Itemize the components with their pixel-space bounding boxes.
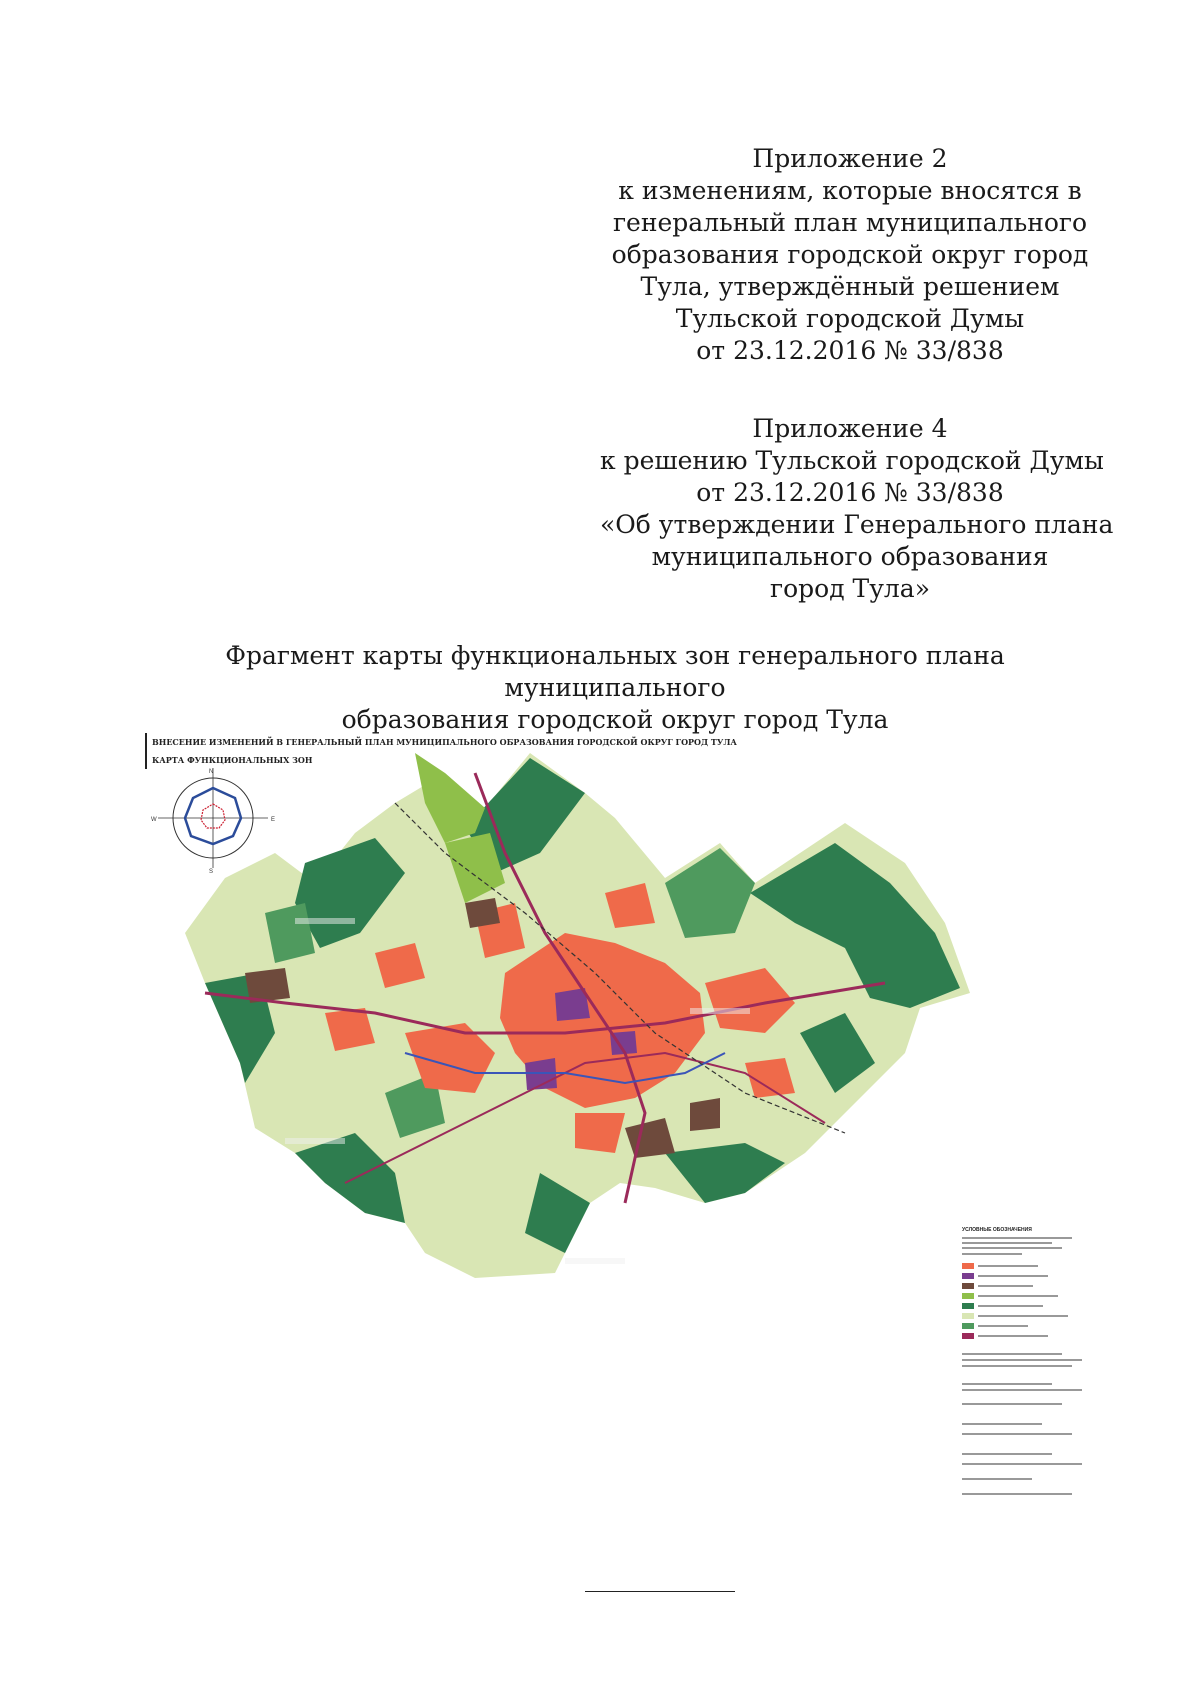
footer-rule: [585, 1591, 735, 1592]
appendix-2-line: от 23.12.2016 № 33/838: [696, 336, 1004, 365]
appendix-2-line: Тула, утверждённый решением: [640, 272, 1060, 301]
legend-swatch: [962, 1293, 974, 1299]
industrial-zone: [690, 1098, 720, 1131]
legend-swatch: [962, 1333, 974, 1339]
appendix-2-line: генеральный план муниципального: [612, 208, 1088, 237]
compass-west-label: W: [151, 817, 157, 823]
map-legend: [960, 1223, 1100, 1513]
settlement-label: [690, 1008, 750, 1014]
appendix-4-line: от 23.12.2016 № 33/838: [696, 478, 1004, 507]
appendix-4-line: муниципального образования: [651, 542, 1049, 571]
settlement-label: [285, 1138, 345, 1144]
appendix-4-line: город Тула»: [769, 574, 930, 603]
legend-swatch: [962, 1263, 974, 1269]
compass-rose-icon: [158, 768, 268, 868]
legend-text-lines: [962, 1237, 1082, 1495]
appendix-4-line: «Об утверждении Генерального плана: [600, 510, 1114, 539]
appendix-2-line: образования городской округ город: [611, 240, 1089, 269]
legend-swatch: [962, 1323, 974, 1329]
map-image: [145, 733, 1100, 1513]
legend-swatch: [962, 1303, 974, 1309]
industrial-zone: [465, 898, 500, 928]
compass-south-label: S: [209, 869, 214, 875]
legend-title: УСЛОВНЫЕ ОБОЗНАЧЕНИЯ: [962, 1227, 1032, 1233]
settlement-label: [565, 1258, 625, 1264]
document-title-line-2: образования городской округ город Тула: [341, 705, 889, 734]
compass-east-label: E: [271, 817, 276, 823]
map-header-subtitle: КАРТА ФУНКЦИОНАЛЬНЫХ ЗОН: [152, 755, 313, 765]
appendix-4-line: Приложение 4: [752, 414, 948, 443]
legend-swatch: [962, 1313, 974, 1319]
appendix-2-line: к изменениям, которые вносятся в: [618, 176, 1082, 205]
legend-swatches: [962, 1263, 974, 1339]
document-title-line-1: Фрагмент карты функциональных зон генерального плана муниципального: [225, 641, 1005, 702]
appendix-2-block: [600, 143, 1100, 367]
settlement-label: [295, 918, 355, 924]
appendix-2-line: Приложение 2: [752, 144, 948, 173]
map-header-title: ВНЕСЕНИЕ ИЗМЕНЕНИЙ В ГЕНЕРАЛЬНЫЙ ПЛАН МУНИЦИПАЛЬНОГО ОБРАЗОВАНИЯ ГОРОДСКОЙ ОКРУГ ГОРОД ТУЛА: [152, 737, 737, 747]
compass-north-label: N: [209, 769, 214, 775]
appendix-2-line: Тульской городской Думы: [675, 304, 1025, 333]
functional-zones-map: [145, 733, 1100, 1513]
appendix-4-line: к решению Тульской городской Думы: [600, 446, 1104, 475]
legend-swatch: [962, 1283, 974, 1289]
appendix-4-block: [600, 413, 1114, 605]
legend-swatch: [962, 1273, 974, 1279]
document-title: [130, 640, 1100, 736]
